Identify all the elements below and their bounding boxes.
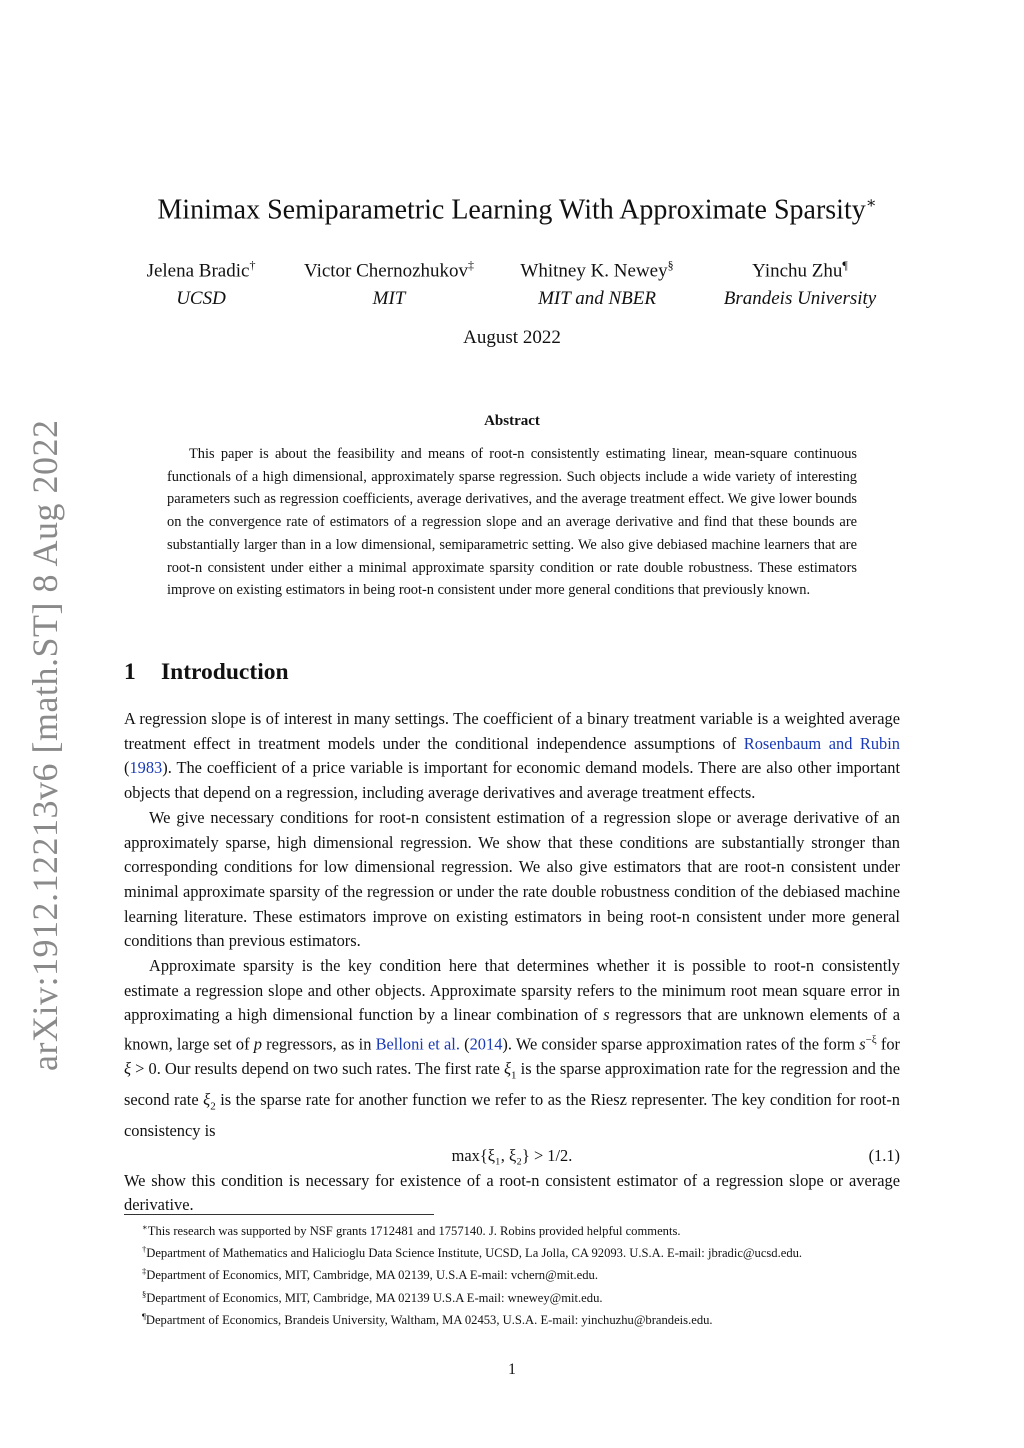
math-var: ξ [503, 1059, 512, 1079]
paragraph-text: A regression slope is of interest in many settings. The coefficient of a binary treatment variable is a weighted average treatment effect in treatment models under the conditional independence assumptions of [124, 709, 900, 753]
paragraph-text: We show this condition is necessary for existence of a root-n consistent estimator of a regression slope or average derivative. [124, 1170, 900, 1215]
paragraph-text: ). The coefficient of a price variable is important for economic demand models. There are also other important objects that depend on a regression, including average derivatives and average treatment effects. [124, 758, 900, 803]
paragraph-text: regressors, as in [261, 1034, 376, 1054]
equation-number: (1.1) [868, 1145, 900, 1165]
author-block [289, 257, 489, 312]
math-subscript: 1 [511, 1069, 517, 1082]
footnote-rule [124, 1214, 434, 1215]
abstract-heading: Abstract [484, 413, 540, 429]
paragraph [124, 1169, 900, 1218]
citation-link[interactable] [376, 1035, 460, 1054]
citation-authors: Belloni et al. [375, 1034, 460, 1054]
section-title: Introduction [161, 659, 289, 685]
author-footnote-mark: † [249, 258, 256, 272]
paragraph-text: is the sparse rate for another function we refer to as the Riesz representer. The key condition for root-n consistency is [124, 1090, 900, 1141]
publication-date: August 2022 [463, 327, 561, 348]
author-name: Yinchu Zhu [752, 260, 843, 282]
author-block [706, 257, 894, 312]
footnote-text: Department of Economics, MIT, Cambridge, MA 02139 U.S.A E-mail: wnewey@mit.edu. [146, 1290, 603, 1305]
math-var: ξ [203, 1090, 211, 1110]
footnote [124, 1262, 914, 1284]
title-footnote-mark: ∗ [865, 195, 877, 212]
paper-title [0, 193, 1024, 226]
author-affiliation: MIT and NBER [538, 287, 656, 309]
footnote [124, 1240, 914, 1262]
paragraph-text: > 0. Our results depend on two such rates. The first rate [131, 1059, 504, 1079]
author-affiliation: UCSD [176, 287, 226, 309]
paragraph-text: ( [124, 758, 130, 778]
author-footnote-mark: ¶ [842, 258, 848, 272]
author-block [131, 257, 271, 312]
footnote-mark: ∗ [142, 1222, 148, 1232]
citation-year: 2014 [469, 1034, 503, 1054]
footnote-text: Department of Economics, Brandeis University, Waltham, MA 02453, U.S.A. E-mail: yinchuzhu@brandeis.edu. [145, 1312, 713, 1327]
footnote-text: Department of Mathematics and Halicioglu Data Science Institute, UCSD, La Jolla, CA 92093. U.S.A. E-mail: jbradic@ucsd.edu. [146, 1246, 803, 1261]
citation-year: 1983 [129, 758, 163, 778]
footnote [124, 1218, 914, 1240]
section-heading [124, 659, 289, 686]
footnote-mark: § [142, 1288, 147, 1299]
paragraph-text: for [876, 1034, 900, 1054]
math-var: ξ [124, 1059, 132, 1079]
math-var: s [603, 1005, 610, 1025]
footnote-text: This research was supported by NSF grants 1712481 and 1757140. J. Robins provided helpful comments. [147, 1224, 681, 1239]
author-name: Jelena Bradic [146, 260, 250, 282]
page-number: 1 [508, 1361, 516, 1378]
citation-link[interactable] [744, 734, 900, 753]
footnotes [124, 1218, 914, 1329]
paper-title-text: Minimax Semiparametric Learning With Approximate Sparsity [157, 194, 866, 226]
author-footnote-mark: § [667, 258, 674, 272]
abstract-text: This paper is about the feasibility and means of root-n consistently estimating linear, mean-square continuous functionals of a high dimensional, approximately sparse regression. Such objects include a wide variety of interesting parameters such as regression coefficients, average derivatives, and the average treatment effect. We give lower bounds on the convergence rate of estimators of a regression slope and an average derivative and find that these bounds are substantially larger than in a low dimensional, semiparametric setting. We also give debiased machine learners that are root-n consistent under either a minimal approximate sparsity condition or rate double robustness. These estimators improve on existing estimators in being root-n consistent under more general conditions that previously known. [167, 446, 857, 599]
equation-math: max{ξ₁, ξ₂} > 1/2. [451, 1145, 573, 1165]
footnote-mark: ¶ [142, 1310, 146, 1321]
equation [124, 1144, 900, 1169]
section-number: 1 [124, 659, 136, 685]
math-var: s [859, 1034, 866, 1054]
math-exponent: −ξ [865, 1034, 877, 1047]
body-text [124, 707, 900, 1218]
paragraph [124, 954, 900, 1144]
footnote [124, 1307, 914, 1329]
author-affiliation: Brandeis University [723, 287, 877, 309]
math-subscript: 2 [210, 1100, 216, 1113]
author-affiliation: MIT [372, 287, 406, 309]
math-var: p [253, 1034, 262, 1054]
citation-year-link[interactable] [470, 1035, 503, 1054]
paragraph [124, 806, 900, 954]
footnote-text: Department of Economics, MIT, Cambridge, MA 02139, U.S.A E-mail: vchern@mit.edu. [146, 1268, 598, 1283]
paragraph-text: We give necessary conditions for root-n consistent estimation of a regression slope or average derivative of an approximately sparse, high dimensional regression. We show that these conditions are substantially stronger than corresponding conditions for low dimensional regression. We also give estimators that are root-n consistent under minimal approximate sparsity of the regression or under the rate double robustness condition of the debiased machine learning literature. These estimators improve on existing estimators in being root-n consistent under more general conditions than previous estimators. [124, 807, 900, 951]
citation-authors: Rosenbaum and Rubin [743, 733, 901, 753]
author-footnote-mark: ‡ [468, 258, 474, 272]
author-name: Whitney K. Newey [520, 260, 668, 282]
paragraph-text: Approximate sparsity is the key condition here that determines whether it is possible to root-n consistently estimate a regression slope and other objects. Approximate sparsity refers to the minimum root mean square error in approximating a high dimensional function by a linear combination of [124, 956, 900, 1025]
citation-year-link[interactable] [129, 758, 162, 777]
paragraph-text: ). We consider sparse approximation rates of the form [502, 1034, 860, 1054]
author-name: Victor Chernozhukov [303, 260, 468, 282]
paragraph-text: regressors that are unknown elements of a known, large set of [124, 1005, 900, 1054]
author-block [505, 257, 689, 312]
footnote [124, 1285, 914, 1307]
paragraph [124, 707, 900, 806]
paragraph-text: is the sparse approximation rate for the regression and the second rate [124, 1059, 900, 1110]
footnote-mark: † [142, 1244, 147, 1255]
arxiv-stamp: arXiv:1912.12213v6 [math.ST] 8 Aug 2022 [25, 419, 65, 1071]
footnote-mark: ‡ [142, 1266, 147, 1277]
paragraph-text: ( [459, 1034, 470, 1054]
